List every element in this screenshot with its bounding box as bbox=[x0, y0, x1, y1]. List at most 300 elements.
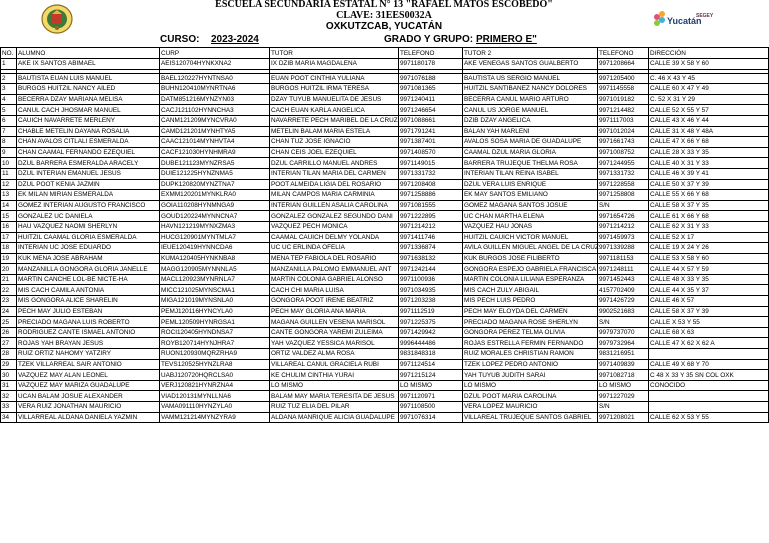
table-cell: 1 bbox=[1, 59, 17, 70]
table-cell: 21 bbox=[1, 274, 17, 285]
table-cell: 9971081365 bbox=[399, 84, 463, 95]
table-cell: 9971228558 bbox=[598, 179, 649, 190]
table-cell: UC UC ERLINDA OFELIA bbox=[270, 243, 399, 254]
table-row bbox=[1, 412, 769, 423]
table-row bbox=[1, 274, 769, 285]
table-cell: VILLAREAL CANUL GRACIELA RUBI bbox=[270, 359, 399, 370]
table-row bbox=[1, 264, 769, 275]
table-cell: VAZQUEZ MAY MARIZA GUADALUPE bbox=[17, 380, 160, 391]
table-cell: BAUTISTA EUAN LUIS MANUEL bbox=[17, 73, 160, 84]
table-cell: POOT ALMEIDA LIGIA DEL ROSARIO bbox=[270, 179, 399, 190]
table-cell: LO MISMO bbox=[463, 380, 598, 391]
table-cell: CALLE 46 X 39 Y 41 bbox=[649, 168, 769, 179]
table-cell: VERA RUIZ JONATHAN MAURICIO bbox=[17, 402, 160, 413]
table-cell: 23 bbox=[1, 296, 17, 307]
table-cell: MANZANILLA GONGORA GLORIA JANELLE bbox=[17, 264, 160, 275]
table-cell: VAMM121214MYNZYRA9 bbox=[160, 412, 270, 423]
table-cell: LO MISMO bbox=[598, 380, 649, 391]
table-cell: 9971120971 bbox=[399, 391, 463, 402]
table-cell: ROYB120714HYNJHRA7 bbox=[160, 338, 270, 349]
table-cell: ROJAS ESTRELLA FERMIN FERNANDO bbox=[463, 338, 598, 349]
table-cell: CHAN CAAMAL FERNANDO EZEQUIEL bbox=[17, 147, 160, 158]
table-cell: 9971100936 bbox=[399, 274, 463, 285]
table-cell: 5 bbox=[1, 105, 17, 116]
table-row bbox=[1, 179, 769, 190]
table-cell: GONGORA POOT IRENE BEATRIZ bbox=[270, 296, 399, 307]
table-cell: 9831848318 bbox=[399, 349, 463, 360]
table-cell: ROCI120405HYNDNSA7 bbox=[160, 327, 270, 338]
table-row bbox=[1, 211, 769, 222]
table-cell: 3 bbox=[1, 84, 17, 95]
table-cell: CAMD121201MYNHTYA5 bbox=[160, 126, 270, 137]
table-cell: CACF121030HYNHMRA9 bbox=[160, 147, 270, 158]
table-cell: HUITZIL CAUICH VICTOR MANUEL bbox=[463, 232, 598, 243]
table-cell: TEVS120525HYNZLRA8 bbox=[160, 359, 270, 370]
table-cell: 9971214212 bbox=[598, 221, 649, 232]
table-cell: CALLE 47 X 66 Y 68 bbox=[649, 137, 769, 148]
table-cell: 9971248111 bbox=[598, 264, 649, 275]
table-cell: CALLE 52 X 17 bbox=[649, 232, 769, 243]
table-cell: 9971411746 bbox=[399, 232, 463, 243]
table-cell: GONGORA ESPEJO GABRIELA FRANCISCA bbox=[464, 265, 597, 273]
table-cell: YAH VAZQUEZ YESSICA MARISOL bbox=[270, 338, 399, 349]
table-cell: CANUL CACH JHOSMAR MANUEL bbox=[17, 105, 160, 116]
table-row bbox=[1, 221, 769, 232]
table-cell: HAU VAZQUEZ NAOMI SHERLYN bbox=[17, 221, 160, 232]
table-cell: KE CHULIM CINTHIA YURAI bbox=[270, 370, 399, 381]
table-cell: RUIZ MORALES CHRISTIAN RAMON bbox=[463, 349, 598, 360]
document-header bbox=[0, 0, 768, 48]
course-label: CURSO: bbox=[160, 34, 200, 45]
table-cell: 9971117003 bbox=[598, 115, 649, 126]
table-cell: DZUL VERA LUIS ENRIQUE bbox=[463, 179, 598, 190]
table-row bbox=[1, 285, 769, 296]
table-cell: S/N bbox=[598, 200, 649, 211]
table-cell: 9971082718 bbox=[598, 370, 649, 381]
table-cell: 9971203238 bbox=[399, 296, 463, 307]
table-cell: 20 bbox=[1, 264, 17, 275]
table-cell: 9996444486 bbox=[399, 338, 463, 349]
table-cell: 9971088661 bbox=[399, 115, 463, 126]
table-cell: 25 bbox=[1, 317, 17, 328]
table-cell: 9979732964 bbox=[598, 338, 649, 349]
table-cell: CALLE 62 X 53 Y 55 bbox=[649, 412, 769, 423]
table-cell: CALLE 19 X 24 Y 26 bbox=[649, 243, 769, 254]
table-cell: CALLE 68 X 63 bbox=[649, 327, 769, 338]
table-cell: C 48 X 33 Y 35 SN COL OXK bbox=[649, 370, 769, 381]
table-cell: 17 bbox=[1, 232, 17, 243]
table-cell: PECH MAY GLORIA ANA MARIA bbox=[270, 306, 399, 317]
table-cell: 9971225375 bbox=[399, 317, 463, 328]
table-cell: CALLE X 53 Y 55 bbox=[649, 317, 769, 328]
table-cell: VERJ120821HYNRZNA4 bbox=[160, 380, 270, 391]
table-row bbox=[1, 168, 769, 179]
table-cell: BURGOS HUITZIL IRMA TERESA bbox=[270, 84, 399, 95]
table-cell: VAZQUEZ HAU JONAS bbox=[463, 221, 598, 232]
table-cell: HUITZIL CAAMAL GLORIA ESMERALDA bbox=[17, 232, 160, 243]
table-cell: DZUL CARRILLO MANUEL ANDRES bbox=[270, 158, 399, 169]
table-cell: CALLE 28 X 33 Y 35 bbox=[649, 147, 769, 158]
table-cell: 9971081555 bbox=[399, 200, 463, 211]
table-cell: 9971409839 bbox=[598, 359, 649, 370]
table-row bbox=[1, 243, 769, 254]
table-cell: MILAN CAMPOS MARIA CARMINIA bbox=[270, 190, 399, 201]
table-cell: DZAY TUYUB MANUELITA DE JESUS bbox=[270, 94, 399, 105]
table-cell: MIS CACH CAMILA ANTONIA bbox=[17, 285, 160, 296]
yucatan-government-logo bbox=[651, 8, 714, 36]
table-cell: 33 bbox=[1, 402, 17, 413]
table-cell: 9971638132 bbox=[399, 253, 463, 264]
table-cell: 9971205400 bbox=[598, 73, 649, 84]
table-cell: DUIE121225HYNZNMA5 bbox=[160, 168, 270, 179]
table-cell: CALLE 47 X 62 X 62 A bbox=[649, 338, 769, 349]
table-cell: DZUL BARRERA ESMERALDA ARACELY bbox=[17, 158, 160, 169]
table-cell: PRECIADO MAGANA LUIS ROBERTO bbox=[17, 317, 160, 328]
column-header: TUTOR bbox=[270, 48, 399, 59]
table-cell: CALLE 31 X 48 Y 48A bbox=[649, 126, 769, 137]
table-cell: INTERIAN TILAN REINA ISABEL bbox=[463, 168, 598, 179]
table-cell: DUPK120820MYNZTNA7 bbox=[160, 179, 270, 190]
table-cell: RUIZ ORTIZ NAHOMY YATZIRY bbox=[17, 349, 160, 360]
table-cell: KUK BURGOS JOSE FILIBERTO bbox=[463, 253, 598, 264]
table-cell: INTERIAN UC JOSE EDUARDO bbox=[17, 243, 160, 254]
table-cell: PEMJ120116HYNCYLA0 bbox=[160, 306, 270, 317]
table-cell: 9971208664 bbox=[598, 59, 649, 70]
table-row bbox=[1, 327, 769, 338]
table-cell bbox=[649, 391, 769, 402]
table-cell: 9971331732 bbox=[399, 168, 463, 179]
table-cell: 8 bbox=[1, 137, 17, 148]
table-cell: 9971331732 bbox=[598, 168, 649, 179]
table-cell: 11 bbox=[1, 168, 17, 179]
table-cell: CALLE 48 X 33 Y 35 bbox=[649, 274, 769, 285]
table-cell: 9971112519 bbox=[399, 306, 463, 317]
table-cell: BAUTISTA US SERGIO MANUEL bbox=[463, 73, 598, 84]
table-cell: S/N bbox=[598, 402, 649, 413]
table-cell: 30 bbox=[1, 370, 17, 381]
table-cell: DZUL POOT KENIA JAZMIN bbox=[17, 179, 160, 190]
table-cell: 9971180178 bbox=[399, 59, 463, 70]
table-cell: KUMA120405HYNKNBA8 bbox=[160, 253, 270, 264]
table-cell: METELIN BALAM MARIA ESTELA bbox=[270, 126, 399, 137]
grade-label: GRADO Y GRUPO: bbox=[384, 34, 474, 45]
table-cell: CHABLE METELIN DAYANA ROSALIA bbox=[17, 126, 160, 137]
table-cell: 2 bbox=[1, 73, 17, 84]
column-header: TELEFONO bbox=[598, 48, 649, 59]
table-cell: CALLE 44 X 57 Y 59 bbox=[649, 264, 769, 275]
table-cell: CACH EUAN KARLA ANGELICA bbox=[270, 105, 399, 116]
table-cell: GOMEZ MAGANA SANTOS JOSUE bbox=[463, 200, 598, 211]
table-cell: DATM851216MYNZYN03 bbox=[160, 94, 270, 105]
table-cell: 9971408570 bbox=[399, 147, 463, 158]
table-cell: CHAN TUZ JOSE IGNACIO bbox=[270, 137, 399, 148]
table-cell: MACL120923MYNRNLA7 bbox=[160, 274, 270, 285]
table-cell: 9971426729 bbox=[598, 296, 649, 307]
table-cell: 9971019182 bbox=[598, 94, 649, 105]
svg-text:Yucatán: Yucatán bbox=[667, 16, 702, 26]
table-cell: MIGA121019MYNSNLA0 bbox=[160, 296, 270, 307]
table-row bbox=[1, 349, 769, 360]
table-cell: 9971661743 bbox=[598, 137, 649, 148]
table-cell: CALLE 61 X 66 Y 68 bbox=[649, 211, 769, 222]
table-cell: RODRIGUEZ CANTE ISMAEL ANTONIO bbox=[17, 327, 160, 338]
table-cell: RUON120930MQRZRHA9 bbox=[160, 349, 270, 360]
table-cell: 4 bbox=[1, 94, 17, 105]
table-cell: VAZQUEZ MAY ALAN LEONEL bbox=[17, 370, 160, 381]
table-cell: 9971459973 bbox=[598, 232, 649, 243]
table-cell: VIAD120131MYNLLNA6 bbox=[160, 391, 270, 402]
table-cell: 9971145558 bbox=[598, 84, 649, 95]
table-cell: C. 46 X 43 Y 45 bbox=[649, 73, 769, 84]
table-cell: HUCG120901MYNTMLA7 bbox=[160, 232, 270, 243]
table-cell: PECH MAY JULIO ESTEBAN bbox=[17, 306, 160, 317]
table-cell: BECERRA DZAY MARIANA MELISA bbox=[17, 94, 160, 105]
table-cell: MENA TEP FABIOLA DEL ROSARIO bbox=[270, 253, 399, 264]
table-cell: LO MISMO bbox=[399, 380, 463, 391]
course-value: 2023-2024 bbox=[211, 34, 259, 45]
table-cell: GOMEZ INTERIAN AUGUSTO FRANCISCO bbox=[17, 200, 160, 211]
school-city: OXKUTZCAB, YUCATÁN bbox=[325, 21, 443, 32]
table-cell: 9971244955 bbox=[598, 158, 649, 169]
column-header: TELEFONO bbox=[399, 48, 463, 59]
table-row bbox=[1, 105, 769, 116]
table-cell: GOUD120224MYNNCNA7 bbox=[160, 211, 270, 222]
table-cell: CALLE 44 X 35 Y 37 bbox=[649, 285, 769, 296]
table-cell: 9 bbox=[1, 147, 17, 158]
table-cell: 9971242144 bbox=[399, 264, 463, 275]
header-row bbox=[1, 48, 769, 59]
table-cell: RUIZ TUZ ELIA DEL PILAR bbox=[270, 402, 399, 413]
table-cell: AVILA GUILLEN MIGUEL ANGEL DE LA CRUZ bbox=[464, 244, 599, 252]
table-cell: IX DZIB MARIA MAGDALENA bbox=[270, 59, 399, 70]
table-cell: CANTE GONGORA YAREMI ZULEIMA bbox=[270, 327, 399, 338]
table-cell: ALDANA MANRIQUE ALICIA GUADALUPE bbox=[270, 412, 399, 423]
table-cell: VILLAREAL TRUJEQUE SANTOS GABRIEL bbox=[463, 412, 598, 423]
table-cell: INTERIAN TILAN MARIA DEL CARMEN bbox=[270, 168, 399, 179]
school-name: ESCUELA SECUNDARIA ESTATAL N° 13 "RAFAEL MATOS ESCOBEDO" bbox=[215, 0, 553, 10]
table-cell: CAAMAL CAUICH DELMY YOLANDA bbox=[270, 232, 399, 243]
table-cell: C. 52 X 31 Y 29 bbox=[649, 94, 769, 105]
table-cell: CALLE 58 X 37 Y 35 bbox=[649, 200, 769, 211]
table-cell: PECH MAY ELOYDA DEL CARMEN bbox=[463, 306, 598, 317]
table-cell: EXMM120201MYNKLRA0 bbox=[160, 190, 270, 201]
table-row bbox=[1, 380, 769, 391]
table-row bbox=[1, 147, 769, 158]
column-header: ALUMNO bbox=[17, 48, 160, 59]
table-cell: 9971246654 bbox=[399, 105, 463, 116]
table-cell: 9902521683 bbox=[598, 306, 649, 317]
table-cell: AVALOS SOSA MARIA DE GUADALUPE bbox=[463, 137, 598, 148]
table-cell: 28 bbox=[1, 349, 17, 360]
table-row bbox=[1, 84, 769, 95]
table-cell: 9971076314 bbox=[399, 412, 463, 423]
column-header: TUTOR 2 bbox=[463, 48, 598, 59]
table-cell: 9971124514 bbox=[399, 359, 463, 370]
table-cell: CALLE 43 X 46 Y 44 bbox=[649, 115, 769, 126]
table-cell: 9979737070 bbox=[598, 327, 649, 338]
table-cell: 9971387401 bbox=[399, 137, 463, 148]
table-cell: DUBE121123MYNZRSA5 bbox=[160, 158, 270, 169]
table-cell: BECERRA CANUL MARIO ARTURO bbox=[463, 94, 598, 105]
table-cell: DZUL INTERIAN EMANUEL JESUS bbox=[17, 168, 160, 179]
table-row bbox=[1, 200, 769, 211]
table-cell: BUHN120410MYNRTNA6 bbox=[160, 84, 270, 95]
table-cell: HAVN121219MYNXZMA3 bbox=[160, 221, 270, 232]
table-cell: CALLE 52 X 55 Y 57 bbox=[649, 105, 769, 116]
table-row bbox=[1, 391, 769, 402]
table-cell: VAZQUEZ PECH MONICA bbox=[270, 221, 399, 232]
table-cell: TZEK VILLARREAL SAIR ANTONIO bbox=[17, 359, 160, 370]
table-cell: 9831216951 bbox=[598, 349, 649, 360]
table-cell: CALLE 55 X 66 Y 68 bbox=[649, 190, 769, 201]
table-cell: CHAN AVALOS CITLALI ESMERALDA bbox=[17, 137, 160, 148]
table-row bbox=[1, 137, 769, 148]
table-row bbox=[1, 115, 769, 126]
table-cell: HUITZIL SANTIBANEZ NANCY DOLORES bbox=[463, 84, 598, 95]
table-row bbox=[1, 296, 769, 307]
table-cell bbox=[649, 349, 769, 360]
table-cell: MAGG120905MYNNNLA5 bbox=[160, 264, 270, 275]
table-cell: 9971258808 bbox=[598, 190, 649, 201]
table-cell: MAGANA GUILLEN VESENA MARISOL bbox=[270, 317, 399, 328]
table-cell: 26 bbox=[1, 327, 17, 338]
student-roster-table bbox=[0, 47, 769, 423]
table-cell: CAAC121014MYNHVTA4 bbox=[160, 137, 270, 148]
table-cell: S/N bbox=[598, 317, 649, 328]
table-cell bbox=[649, 402, 769, 413]
table-cell: VILLARREAL ALDANA DANIELA YAZMIN bbox=[17, 412, 160, 423]
table-row bbox=[1, 359, 769, 370]
table-row bbox=[1, 232, 769, 243]
table-cell: MIS GONGORA ALICE SHARELIN bbox=[17, 296, 160, 307]
table-cell: CALLE 49 X 68 Y 70 bbox=[649, 359, 769, 370]
table-cell: 9971149015 bbox=[399, 158, 463, 169]
table-cell: INTERIAN GUILLEN ASALIA CAROLINA bbox=[270, 200, 399, 211]
table-cell: 9971227029 bbox=[598, 391, 649, 402]
table-row bbox=[1, 317, 769, 328]
table-cell: 14 bbox=[1, 200, 17, 211]
table-cell: GONGORA PEREZ TELMA OLIVIA bbox=[463, 327, 598, 338]
table-cell: 9971208408 bbox=[399, 179, 463, 190]
table-cell: PRECIADO MAGANA ROSE SHERLYN bbox=[463, 317, 598, 328]
table-cell: CHAN CEIS JOEL EZEQUIEL bbox=[270, 147, 399, 158]
table-cell: MARTIN COLONIA GABRIEL ALONSO bbox=[270, 274, 399, 285]
table-cell: 9971008752 bbox=[598, 147, 649, 158]
table-cell: CALLE 39 X 58 Y 60 bbox=[649, 59, 769, 70]
table-cell: BALAM MAY MARIA TERESITA DE JESUS bbox=[270, 391, 399, 402]
table-cell: KUK MENA JOSE ABRAHAM bbox=[17, 253, 160, 264]
table-row bbox=[1, 73, 769, 84]
table-cell: 4157702409 bbox=[598, 285, 649, 296]
table-cell: MIS CACH ZULY ABIGAIL bbox=[463, 285, 598, 296]
table-cell: 9971336874 bbox=[399, 243, 463, 254]
table-cell: 34 bbox=[1, 412, 17, 423]
table-cell: 9971339288 bbox=[598, 243, 649, 254]
table-row bbox=[1, 338, 769, 349]
table-row bbox=[1, 306, 769, 317]
table-cell: MARTIN CANCHE LOL-BE NICTE-HA bbox=[17, 274, 160, 285]
table-cell: PEML120509HYNRGSA1 bbox=[160, 317, 270, 328]
table-cell: CACJ121102HYNNCHA3 bbox=[160, 105, 270, 116]
table-cell: MARTIN COLONIA LILIANA ESPERANZA bbox=[463, 274, 598, 285]
table-cell: DZUL POOT MARIA CAROLINA bbox=[463, 391, 598, 402]
table-cell: IEUE120419HYNNCDA6 bbox=[160, 243, 270, 254]
table-cell: CAAMAL DZUL MARIA GLORIA bbox=[463, 147, 598, 158]
table-cell: 16 bbox=[1, 221, 17, 232]
table-cell: 19 bbox=[1, 253, 17, 264]
table-cell: CACH CHI MARIA LUISA bbox=[270, 285, 399, 296]
table-cell: AEIS120704HYNKXNA2 bbox=[160, 59, 270, 70]
table-cell: AKE VENEGAS SANTOS GUALBERTO bbox=[463, 59, 598, 70]
table-cell: MIS PECH LUIS PEDRO bbox=[463, 296, 598, 307]
table-cell: ORTIZ VALDEZ ALMA ROSA bbox=[270, 349, 399, 360]
table-cell: 9971452443 bbox=[598, 274, 649, 285]
table-cell: 9971214212 bbox=[399, 221, 463, 232]
table-cell: 15 bbox=[1, 211, 17, 222]
table-cell: TZEK LOPEZ PEDRO ANTONIO bbox=[463, 359, 598, 370]
table-cell: CALLE 40 X 31 Y 33 bbox=[649, 158, 769, 169]
table-cell: CALLE 62 X 31 Y 33 bbox=[649, 221, 769, 232]
grade-value: PRIMERO E" bbox=[476, 34, 537, 45]
table-cell: 9971076188 bbox=[399, 73, 463, 84]
school-clave: CLAVE: 31EES0032A bbox=[336, 10, 432, 21]
table-cell: 9971791241 bbox=[399, 126, 463, 137]
table-cell: BAEL120227HYNTNSA0 bbox=[160, 73, 270, 84]
table-cell: CANUL US JORGE MANUEL bbox=[463, 105, 598, 116]
table-cell: 22 bbox=[1, 285, 17, 296]
table-row bbox=[1, 402, 769, 413]
table-cell: 31 bbox=[1, 380, 17, 391]
svg-text:SEGEY: SEGEY bbox=[696, 13, 714, 19]
table-row bbox=[1, 253, 769, 264]
table-row bbox=[1, 370, 769, 381]
table-cell: UC CHAN MARTHA ELENA bbox=[463, 211, 598, 222]
table-row bbox=[1, 158, 769, 169]
table-cell: 9971258886 bbox=[399, 190, 463, 201]
table-cell: BALAN YAH MARLENI bbox=[463, 126, 598, 137]
table-row bbox=[1, 126, 769, 137]
table-cell: 13 bbox=[1, 190, 17, 201]
table-cell: DZIB DZAY ANGELICA bbox=[463, 115, 598, 126]
table-cell: 9971108500 bbox=[399, 402, 463, 413]
table-cell: BURGOS HUITZIL NANCY AILED bbox=[17, 84, 160, 95]
table-row bbox=[1, 94, 769, 105]
table-cell: 6 bbox=[1, 115, 17, 126]
table-cell: CONOCIDO bbox=[649, 380, 769, 391]
table-cell: VAMA091110HYNZYLA0 bbox=[160, 402, 270, 413]
table-cell: 9971654726 bbox=[598, 211, 649, 222]
table-cell: GONZALEZ GONZALEZ SEGUNDO DANI bbox=[270, 211, 399, 222]
table-row bbox=[1, 59, 769, 70]
table-cell: EUAN POOT CINTHIA YULIANA bbox=[270, 73, 399, 84]
table-cell: 9971034935 bbox=[399, 285, 463, 296]
table-cell: 32 bbox=[1, 391, 17, 402]
table-cell: EK MAY SANTOS EMILIANO bbox=[463, 190, 598, 201]
table-cell: CAUICH NAVARRETE MERLENY bbox=[17, 115, 160, 126]
table-cell: ROJAS YAH BRAYAN JESUS bbox=[17, 338, 160, 349]
table-cell: CALLE 46 X 57 bbox=[649, 296, 769, 307]
table-cell: 9971429942 bbox=[399, 327, 463, 338]
table-cell: BARRERA TRUJEQUE THELMA ROSA bbox=[463, 158, 598, 169]
table-cell: CALLE 58 X 37 Y 39 bbox=[649, 306, 769, 317]
table-cell: 18 bbox=[1, 243, 17, 254]
table-cell: 9971215124 bbox=[399, 370, 463, 381]
table-cell: CANM121209MYNCVRA0 bbox=[160, 115, 270, 126]
table-cell: CALLE 53 X 58 Y 60 bbox=[649, 253, 769, 264]
table-cell: GOIA110208HYNMNGA9 bbox=[160, 200, 270, 211]
table-cell: 7 bbox=[1, 126, 17, 137]
table-cell: NAVARRETE PECH MARIBEL DE LA CRUZ bbox=[271, 117, 398, 125]
